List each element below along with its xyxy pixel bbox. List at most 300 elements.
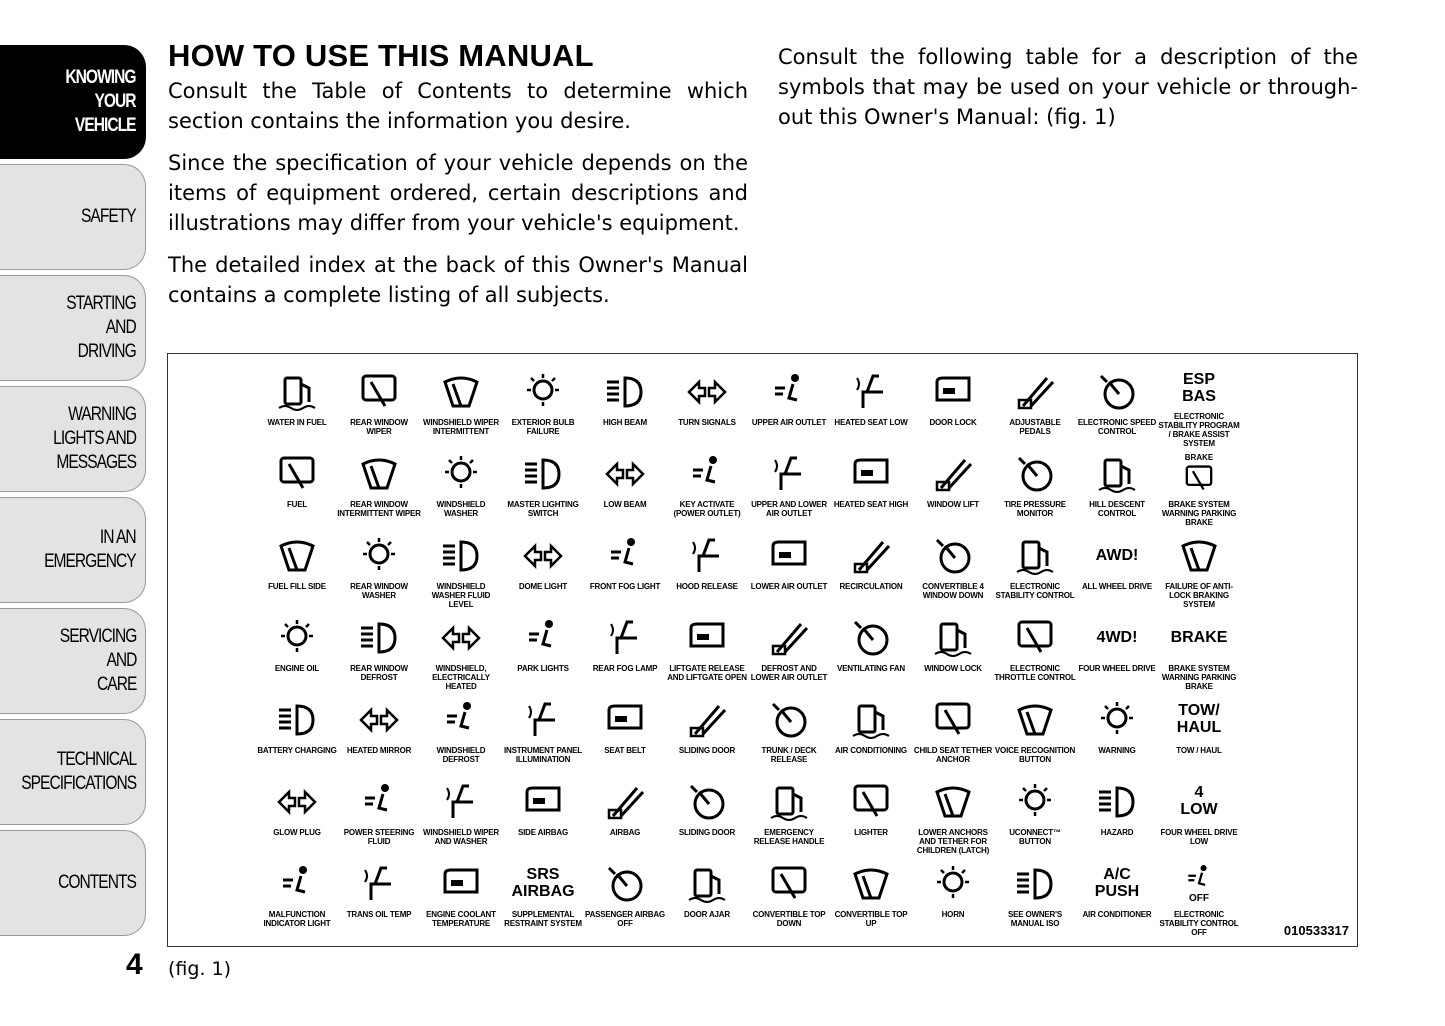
- symbol-label: ADJUSTABLE PEDALS: [1009, 418, 1061, 436]
- symbol-glyph: [931, 452, 975, 494]
- symbol-label: TRANS OIL TEMP: [346, 910, 412, 919]
- symbol-label: BRAKE SYSTEM WARNING PARKING BRAKE: [1161, 664, 1237, 691]
- latch-icon: [929, 778, 977, 824]
- symbol-glyph: [685, 452, 729, 494]
- symbol-label: UCONNECT™ BUTTON: [1009, 828, 1061, 846]
- symbol-label: AIRBAG: [609, 828, 641, 837]
- windshield-heated-icon: [437, 614, 485, 660]
- trunk-release-icon: [765, 696, 813, 742]
- symbol-label: WINDSHIELD WIPER INTERMITTENT: [423, 418, 499, 436]
- symbol-cell: [666, 530, 748, 612]
- symbol-glyph: [275, 780, 319, 822]
- symbol-label: REAR WINDOW WASHER: [350, 582, 408, 600]
- symbol-label: WINDSHIELD WIPER AND WASHER: [423, 828, 499, 846]
- symbol-cell: [420, 366, 502, 448]
- symbol-cell: [256, 530, 338, 612]
- symbol-label: TURN SIGNALS: [678, 418, 736, 427]
- symbol-label: WARNING: [1098, 746, 1136, 755]
- water-fuel-icon: [273, 368, 321, 414]
- symbol-cell: [666, 694, 748, 776]
- brake-warning-icon: [1175, 450, 1223, 496]
- symbol-label: EXTERIOR BULB FAILURE: [511, 418, 575, 436]
- symbol-glyph: [603, 452, 647, 494]
- symbol-cell: [666, 448, 748, 530]
- symbol-glyph: [521, 780, 565, 822]
- paragraph: Consult the following table for a description of the symbols that may be used on your vehicle or through-out this Owner's Manual: (fig. 1): [778, 45, 1358, 129]
- symbol-label: REAR WINDOW WIPER: [350, 418, 408, 436]
- symbol-glyph: [767, 862, 811, 904]
- glow-plug-icon: [273, 778, 321, 824]
- tab-contents[interactable]: [0, 830, 146, 936]
- symbol-label: TRUNK / DECK RELEASE: [761, 746, 817, 764]
- symbol-glyph: [931, 698, 975, 740]
- sliding-door-icon: [683, 696, 731, 742]
- tab-label: WARNING LIGHTS AND MESSAGES: [53, 404, 137, 473]
- symbol-label: REAR WINDOW DEFROST: [350, 664, 408, 682]
- symbol-glyph: [275, 862, 319, 904]
- symbol-cell: [584, 694, 666, 776]
- symbol-cell: [256, 776, 338, 858]
- symbol-cell: [502, 694, 584, 776]
- symbol-cell: [338, 448, 420, 530]
- battery-icon: [273, 696, 321, 742]
- tab-in-an-emergency[interactable]: [0, 497, 146, 603]
- symbol-glyph: [767, 370, 811, 412]
- symbol-label: DOOR AJAR: [684, 910, 730, 919]
- symbol-label: HILL DESCENT CONTROL: [1089, 500, 1145, 518]
- rear-wiper-int-icon: [355, 450, 403, 496]
- symbol-glyph: [439, 452, 483, 494]
- airbag-icon: [601, 778, 649, 824]
- symbol-cell: [1158, 858, 1240, 940]
- symbol-cell: [830, 858, 912, 940]
- symbol-glyph: [685, 862, 729, 904]
- symbol-cell: [912, 612, 994, 694]
- symbol-cell: [584, 366, 666, 448]
- heated-seat-low-icon: [847, 368, 895, 414]
- top-up-icon: [847, 860, 895, 906]
- tab-starting-and-driving[interactable]: [0, 275, 146, 381]
- throttle-icon: [1011, 614, 1059, 660]
- symbol-cell: [1076, 530, 1158, 612]
- symbol-glyph: [603, 370, 647, 412]
- symbol-label: WINDSHIELD WASHER: [436, 500, 486, 518]
- symbol-label: VENTILATING FAN: [837, 664, 905, 673]
- symbol-label: UPPER AND LOWER AIR OUTLET: [751, 500, 827, 518]
- symbol-cell: [338, 776, 420, 858]
- symbol-cell: [666, 366, 748, 448]
- symbol-cell: [1158, 694, 1240, 776]
- symbol-cell: [748, 448, 830, 530]
- steering-icon: [355, 778, 403, 824]
- symbol-cell: [666, 612, 748, 694]
- symbol-glyph: [1013, 698, 1057, 740]
- symbol-label: REAR WINDOW INTERMITTENT WIPER: [337, 500, 421, 518]
- symbol-glyph: [439, 616, 483, 658]
- symbol-glyph: [357, 370, 401, 412]
- passenger-airbag-off-icon: [601, 860, 649, 906]
- brake-text-icon: [1170, 614, 1228, 660]
- symbol-label: HIGH BEAM: [603, 418, 647, 427]
- symbol-label: HEATED SEAT LOW: [834, 418, 908, 427]
- symbol-label: DOOR LOCK: [929, 418, 977, 427]
- low-beam-icon: [601, 450, 649, 496]
- symbol-text: TOW/ HAUL: [1176, 702, 1222, 736]
- symbol-cell: [338, 694, 420, 776]
- symbol-glyph: [849, 862, 893, 904]
- symbol-cell: [994, 366, 1076, 448]
- right-column: [778, 42, 1358, 144]
- symbol-label: LIFTGATE RELEASE AND LIFTGATE OPEN: [667, 664, 747, 682]
- washer-fluid-icon: [437, 532, 485, 578]
- symbol-label: SIDE AIRBAG: [518, 828, 568, 837]
- front-fog-icon: [601, 532, 649, 578]
- symbol-label: HEATED MIRROR: [346, 746, 412, 755]
- symbol-label: MASTER LIGHTING SWITCH: [507, 500, 579, 518]
- symbol-cell: [256, 366, 338, 448]
- lower-air-icon: [765, 532, 813, 578]
- window-down-icon: [929, 532, 977, 578]
- dome-light-icon: [519, 532, 567, 578]
- symbol-label: WINDOW LOCK: [924, 664, 982, 673]
- figure-caption: (fig. 1): [168, 958, 232, 980]
- horn-icon: [929, 860, 977, 906]
- tab-servicing-and-care[interactable]: [0, 608, 146, 714]
- symbol-label: FOUR WHEEL DRIVE: [1078, 664, 1156, 673]
- uconnect-icon: [1011, 778, 1059, 824]
- symbol-cell: [1158, 530, 1240, 612]
- panel-illumination-icon: [519, 696, 567, 742]
- tow-haul-icon: [1175, 696, 1223, 742]
- symbol-glyph: [603, 780, 647, 822]
- symbol-cell: [1076, 858, 1158, 940]
- symbol-cell: [830, 366, 912, 448]
- symbol-label: ENGINE COOLANT TEMPERATURE: [426, 910, 496, 928]
- turn-signals-icon: [683, 368, 731, 414]
- park-lights-icon: [519, 614, 567, 660]
- symbol-label: WINDSHIELD WASHER FLUID LEVEL: [431, 582, 491, 609]
- symbol-label: INSTRUMENT PANEL ILLUMINATION: [504, 746, 582, 764]
- symbol-text: 4WD!: [1096, 628, 1138, 646]
- symbol-glyph: [767, 452, 811, 494]
- symbols-figure: [167, 353, 1358, 947]
- symbol-label: BRAKE SYSTEM WARNING PARKING BRAKE: [1161, 500, 1237, 527]
- page-number: 4: [126, 948, 143, 981]
- symbol-glyph: [767, 616, 811, 658]
- symbol-cell: [1076, 612, 1158, 694]
- symbol-text: AWD!: [1095, 546, 1139, 564]
- tab-technical-specifications[interactable]: [0, 719, 146, 825]
- page-title: HOW TO USE THIS MANUAL: [168, 38, 594, 73]
- symbol-label: HORN: [941, 910, 965, 919]
- symbol-cell: [502, 858, 584, 940]
- symbol-glyph: [685, 698, 729, 740]
- symbol-label: LOWER AIR OUTLET: [750, 582, 828, 591]
- engine-oil-icon: [273, 614, 321, 660]
- symbol-label: ELECTRONIC STABILITY PROGRAM / BRAKE ASSIST SYSTEM: [1158, 412, 1240, 448]
- symbol-cell: [748, 694, 830, 776]
- door-ajar-icon: [683, 860, 731, 906]
- windshield-defrost-icon: [437, 696, 485, 742]
- symbol-bottomtext: OFF: [1189, 893, 1209, 904]
- symbol-label: WINDSHIELD, ELECTRICALLY HEATED: [432, 664, 490, 691]
- symbol-glyph: [849, 698, 893, 740]
- wiper-intermittent-icon: [437, 368, 485, 414]
- symbol-glyph: [439, 698, 483, 740]
- 4wd-icon: [1093, 614, 1141, 660]
- symbol-cell: [584, 448, 666, 530]
- symbol-label: ALL WHEEL DRIVE: [1081, 582, 1153, 591]
- 4low-icon: [1175, 778, 1223, 824]
- fan-icon: [847, 614, 895, 660]
- symbol-glyph: [849, 616, 893, 658]
- symbol-label: REAR FOG LAMP: [592, 664, 658, 673]
- symbol-cell: [830, 448, 912, 530]
- liftgate-icon: [683, 614, 731, 660]
- symbol-label: HEATED SEAT HIGH: [833, 500, 909, 509]
- symbol-glyph: [603, 862, 647, 904]
- symbol-cell: [256, 858, 338, 940]
- symbol-label: EMERGENCY RELEASE HANDLE: [753, 828, 825, 846]
- symbol-cell: [994, 858, 1076, 940]
- symbol-glyph: [931, 370, 975, 412]
- symbol-cell: [1158, 612, 1240, 694]
- symbol-glyph: [1013, 780, 1057, 822]
- symbol-cell: [748, 776, 830, 858]
- symbol-glyph: [1013, 534, 1057, 576]
- symbol-label: SEE OWNER'S MANUAL ISO: [1008, 910, 1062, 928]
- manual-icon: [1011, 860, 1059, 906]
- symbol-cell: [1158, 448, 1240, 530]
- symbol-glyph: [357, 452, 401, 494]
- tab-label: CONTENTS: [58, 872, 136, 893]
- symbol-cell: [912, 776, 994, 858]
- symbol-cell: [994, 448, 1076, 530]
- symbol-text: BRAKE: [1170, 628, 1228, 646]
- symbol-label: POWER STEERING FLUID: [343, 828, 415, 846]
- tire-pressure-icon: [1011, 450, 1059, 496]
- fuel-fill-icon: [273, 532, 321, 578]
- symbol-label: RECIRCULATION: [839, 582, 903, 591]
- symbol-glyph: [849, 452, 893, 494]
- tab-label: TECHNICAL SPECIFICATIONS: [21, 749, 136, 794]
- symbol-cell: [338, 858, 420, 940]
- awd-icon: [1093, 532, 1141, 578]
- seat-belt-icon: [601, 696, 649, 742]
- symbol-glyph: [275, 698, 319, 740]
- symbol-label: ELECTRONIC SPEED CONTROL: [1077, 418, 1157, 436]
- high-beam-icon: [601, 368, 649, 414]
- paragraph: Consult the Table of Contents to determine which section contains the information you desire.: [168, 79, 748, 133]
- figure-code: 010533317: [1283, 923, 1349, 938]
- symbol-label: ELECTRONIC STABILITY CONTROL OFF: [1159, 910, 1239, 937]
- symbol-cell: [830, 530, 912, 612]
- esc-off-icon: [1175, 860, 1223, 906]
- symbol-glyph: [439, 534, 483, 576]
- srs-airbag-icon: [511, 860, 575, 906]
- symbol-cell: [748, 366, 830, 448]
- symbol-cell: [256, 612, 338, 694]
- symbol-label: FUEL: [286, 500, 308, 509]
- esp-bas-icon: [1175, 368, 1223, 408]
- symbol-cell: [1158, 366, 1240, 448]
- symbol-glyph: [1095, 370, 1139, 412]
- symbol-cell: [502, 366, 584, 448]
- symbol-glyph: [357, 534, 401, 576]
- hill-descent-icon: [1093, 450, 1141, 496]
- symbol-cell: [420, 776, 502, 858]
- symbol-glyph: [767, 780, 811, 822]
- recirculation-icon: [847, 532, 895, 578]
- symbol-glyph: [439, 370, 483, 412]
- symbol-cell: [994, 530, 1076, 612]
- symbol-cell: [666, 858, 748, 940]
- symbol-cell: [1076, 776, 1158, 858]
- symbol-label: CONVERTIBLE 4 WINDOW DOWN: [922, 582, 984, 600]
- heated-mirror-icon: [355, 696, 403, 742]
- symbol-glyph: [767, 698, 811, 740]
- symbol-label: CONVERTIBLE TOP DOWN: [752, 910, 826, 928]
- symbol-glyph: [685, 534, 729, 576]
- symbol-label: TOW / HAUL: [1176, 746, 1222, 755]
- ac-push-icon: [1093, 860, 1141, 906]
- symbol-label: FUEL FILL SIDE: [268, 582, 326, 591]
- symbol-cell: [830, 612, 912, 694]
- symbol-cell: [1158, 776, 1240, 858]
- symbol-glyph: [1177, 862, 1221, 894]
- symbol-cell: [994, 694, 1076, 776]
- paragraph: Since the specification of your vehicle depends on the items of equipment ordered, certain descriptions and illustrations may differ from your vehicle's equipment.: [168, 151, 748, 235]
- rear-wiper-icon: [355, 368, 403, 414]
- symbol-glyph: [767, 534, 811, 576]
- symbol-glyph: [521, 534, 565, 576]
- trans-temp-icon: [355, 860, 403, 906]
- emergency-handle-icon: [765, 778, 813, 824]
- symbol-cell: [584, 612, 666, 694]
- master-light-icon: [519, 450, 567, 496]
- symbol-label: ELECTRONIC THROTTLE CONTROL: [994, 664, 1076, 682]
- symbol-glyph: [931, 780, 975, 822]
- symbol-glyph: [849, 534, 893, 576]
- voice-icon: [1011, 696, 1059, 742]
- symbol-cell: [748, 612, 830, 694]
- symbol-glyph: [685, 616, 729, 658]
- symbol-glyph: [357, 616, 401, 658]
- symbol-cell: [256, 448, 338, 530]
- symbol-cell: [912, 858, 994, 940]
- symbol-glyph: [1013, 862, 1057, 904]
- symbol-label: AIR CONDITIONING: [835, 746, 907, 755]
- symbol-label: WATER IN FUEL: [267, 418, 327, 427]
- abs-icon: [1175, 532, 1223, 578]
- side-airbag-icon: [519, 778, 567, 824]
- symbol-glyph: [521, 698, 565, 740]
- symbol-text: SRS AIRBAG: [511, 866, 575, 900]
- symbol-glyph: [685, 370, 729, 412]
- esc-icon: [1011, 532, 1059, 578]
- coolant-icon: [437, 860, 485, 906]
- ac-snowflake-icon: [847, 696, 895, 742]
- symbol-text: A/C PUSH: [1094, 866, 1140, 900]
- symbol-glyph: [603, 698, 647, 740]
- symbol-label: WINDSHIELD DEFROST: [436, 746, 486, 764]
- left-column: [168, 76, 748, 322]
- symbol-glyph: [1095, 452, 1139, 494]
- symbol-glyph: [849, 370, 893, 412]
- symbol-cell: [338, 530, 420, 612]
- symbol-label: DOME LIGHT: [518, 582, 568, 591]
- symbol-glyph: [439, 862, 483, 904]
- symbol-label: FRONT FOG LIGHT: [589, 582, 661, 591]
- tab-label: SAFETY: [81, 206, 136, 227]
- symbol-glyph: [357, 780, 401, 822]
- symbol-label: HAZARD: [1100, 828, 1134, 837]
- tab-label: IN AN EMERGENCY: [44, 527, 136, 572]
- rear-defrost-icon: [355, 614, 403, 660]
- symbol-glyph: [439, 780, 483, 822]
- hood-release-icon: [683, 532, 731, 578]
- tab-safety[interactable]: [0, 164, 146, 270]
- symbol-glyph: [357, 862, 401, 904]
- symbol-toptext: BRAKE: [1184, 452, 1214, 462]
- pedals-icon: [1011, 368, 1059, 414]
- tab-warning-lights-and-messages[interactable]: [0, 386, 146, 492]
- washer-icon: [437, 450, 485, 496]
- symbol-cell: [502, 776, 584, 858]
- symbol-glyph: [1177, 462, 1221, 494]
- symbol-cell: [912, 694, 994, 776]
- tab-label: STARTING AND DRIVING: [66, 293, 136, 362]
- symbol-label: WINDOW LIFT: [926, 500, 979, 509]
- defrost-lower-icon: [765, 614, 813, 660]
- symbol-glyph: [521, 616, 565, 658]
- symbol-glyph: [275, 616, 319, 658]
- symbol-label: KEY ACTIVATE (POWER OUTLET): [673, 500, 741, 518]
- symbol-label: GLOW PLUG: [273, 828, 321, 837]
- symbol-glyph: [275, 534, 319, 576]
- symbol-label: HOOD RELEASE: [676, 582, 738, 591]
- fuel-icon: [273, 450, 321, 496]
- symbol-cell: [420, 530, 502, 612]
- window-lift-icon: [929, 450, 977, 496]
- symbol-cell: [338, 612, 420, 694]
- symbol-cell: [420, 612, 502, 694]
- window-lock-icon: [929, 614, 977, 660]
- symbol-cell: [420, 448, 502, 530]
- symbol-cell: [420, 694, 502, 776]
- chapter-tabs: [0, 45, 146, 941]
- sliding-door2-icon: [683, 778, 731, 824]
- tab-knowing-your-vehicle[interactable]: [0, 45, 146, 159]
- symbol-label: CHILD SEAT TETHER ANCHOR: [913, 746, 993, 764]
- symbol-label: CONVERTIBLE TOP UP: [834, 910, 908, 928]
- symbol-label: DEFROST AND LOWER AIR OUTLET: [750, 664, 828, 682]
- upper-air-icon: [765, 368, 813, 414]
- symbol-cell: [748, 858, 830, 940]
- symbol-label: LOWER ANCHORS AND TETHER FOR CHILDREN (LATCH): [916, 828, 990, 855]
- symbol-cell: [912, 530, 994, 612]
- heated-seat-high-icon: [847, 450, 895, 496]
- top-down-icon: [765, 860, 813, 906]
- symbol-cell: [502, 530, 584, 612]
- lighter-icon: [847, 778, 895, 824]
- symbol-cell: [584, 858, 666, 940]
- wiper-washer-icon: [437, 778, 485, 824]
- symbol-glyph: [1095, 780, 1139, 822]
- symbol-glyph: [603, 616, 647, 658]
- symbol-label: BATTERY CHARGING: [257, 746, 337, 755]
- symbol-cell: [584, 776, 666, 858]
